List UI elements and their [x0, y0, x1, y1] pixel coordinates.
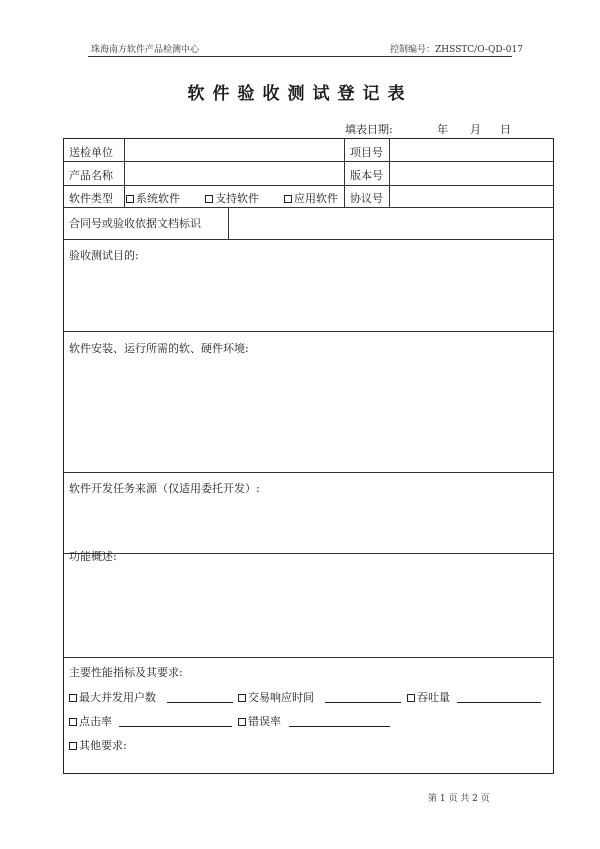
page-title: 软件验收测试登记表: [187, 84, 413, 104]
perf-error-rate[interactable]: 错误率: [238, 713, 281, 729]
software-type-label: 软件类型: [69, 192, 113, 205]
col-divider: [389, 139, 390, 207]
environment-label: 软件安装、运行所需的软、硬件环境:: [69, 342, 249, 355]
registration-form: [63, 138, 554, 774]
type-option-support[interactable]: 支持软件: [205, 190, 259, 206]
function-label: 功能概述:: [69, 550, 117, 563]
row-divider: [64, 472, 553, 473]
fill-date-month: 月: [470, 123, 481, 136]
row-divider: [64, 239, 553, 240]
purpose-label: 验收测试目的:: [69, 249, 139, 262]
checkbox-icon[interactable]: [126, 195, 134, 203]
col-divider: [344, 139, 345, 207]
header-org: 珠海南方软件产品检测中心: [91, 45, 200, 55]
page-number: 第 1 页 共 2 页: [428, 794, 490, 804]
error-rate-blank[interactable]: [289, 726, 390, 727]
max-users-blank[interactable]: [167, 702, 233, 703]
perf-response-time[interactable]: 交易响应时间: [238, 689, 314, 705]
col-divider: [228, 207, 229, 239]
perf-throughput[interactable]: 吞吐量: [407, 689, 450, 705]
agreement-no-label: 协议号: [350, 192, 383, 205]
row-divider: [64, 553, 553, 554]
row-divider: [64, 185, 553, 186]
checkbox-icon[interactable]: [205, 195, 213, 203]
checkbox-icon[interactable]: [238, 718, 246, 726]
fill-date-label: 填表日期:: [345, 123, 393, 136]
row-divider: [64, 331, 553, 332]
click-rate-blank[interactable]: [119, 726, 232, 727]
type-option-system[interactable]: 系统软件: [126, 190, 180, 206]
checkbox-icon[interactable]: [69, 694, 77, 702]
performance-label: 主要性能指标及其要求:: [69, 666, 183, 679]
product-name-label: 产品名称: [69, 169, 113, 182]
throughput-blank[interactable]: [457, 702, 541, 703]
checkbox-icon[interactable]: [238, 694, 246, 702]
submitter-label: 送检单位: [69, 146, 113, 159]
row-divider: [64, 207, 553, 208]
dev-source-label: 软件开发任务来源（仅适用委托开发）:: [69, 482, 260, 495]
perf-click-rate[interactable]: 点击率: [69, 713, 112, 729]
col-divider: [124, 139, 125, 207]
fill-date-day: 日: [500, 123, 511, 136]
version-no-label: 版本号: [350, 169, 383, 182]
checkbox-icon[interactable]: [69, 742, 77, 750]
response-time-blank[interactable]: [325, 702, 401, 703]
perf-max-users[interactable]: 最大并发用户数: [69, 689, 156, 705]
row-divider: [64, 657, 553, 658]
header-divider: [88, 56, 512, 57]
contract-label: 合同号或验收依据文档标识: [69, 217, 201, 230]
row-divider: [64, 161, 553, 162]
header-control-no: 控制编号：ZHSSTC/O-QD-017: [390, 45, 523, 55]
perf-other[interactable]: 其他要求:: [69, 737, 127, 753]
fill-date-year: 年: [437, 123, 448, 136]
type-option-application[interactable]: 应用软件: [284, 190, 338, 206]
checkbox-icon[interactable]: [407, 694, 415, 702]
checkbox-icon[interactable]: [69, 718, 77, 726]
checkbox-icon[interactable]: [284, 195, 292, 203]
project-no-label: 项目号: [350, 146, 383, 159]
